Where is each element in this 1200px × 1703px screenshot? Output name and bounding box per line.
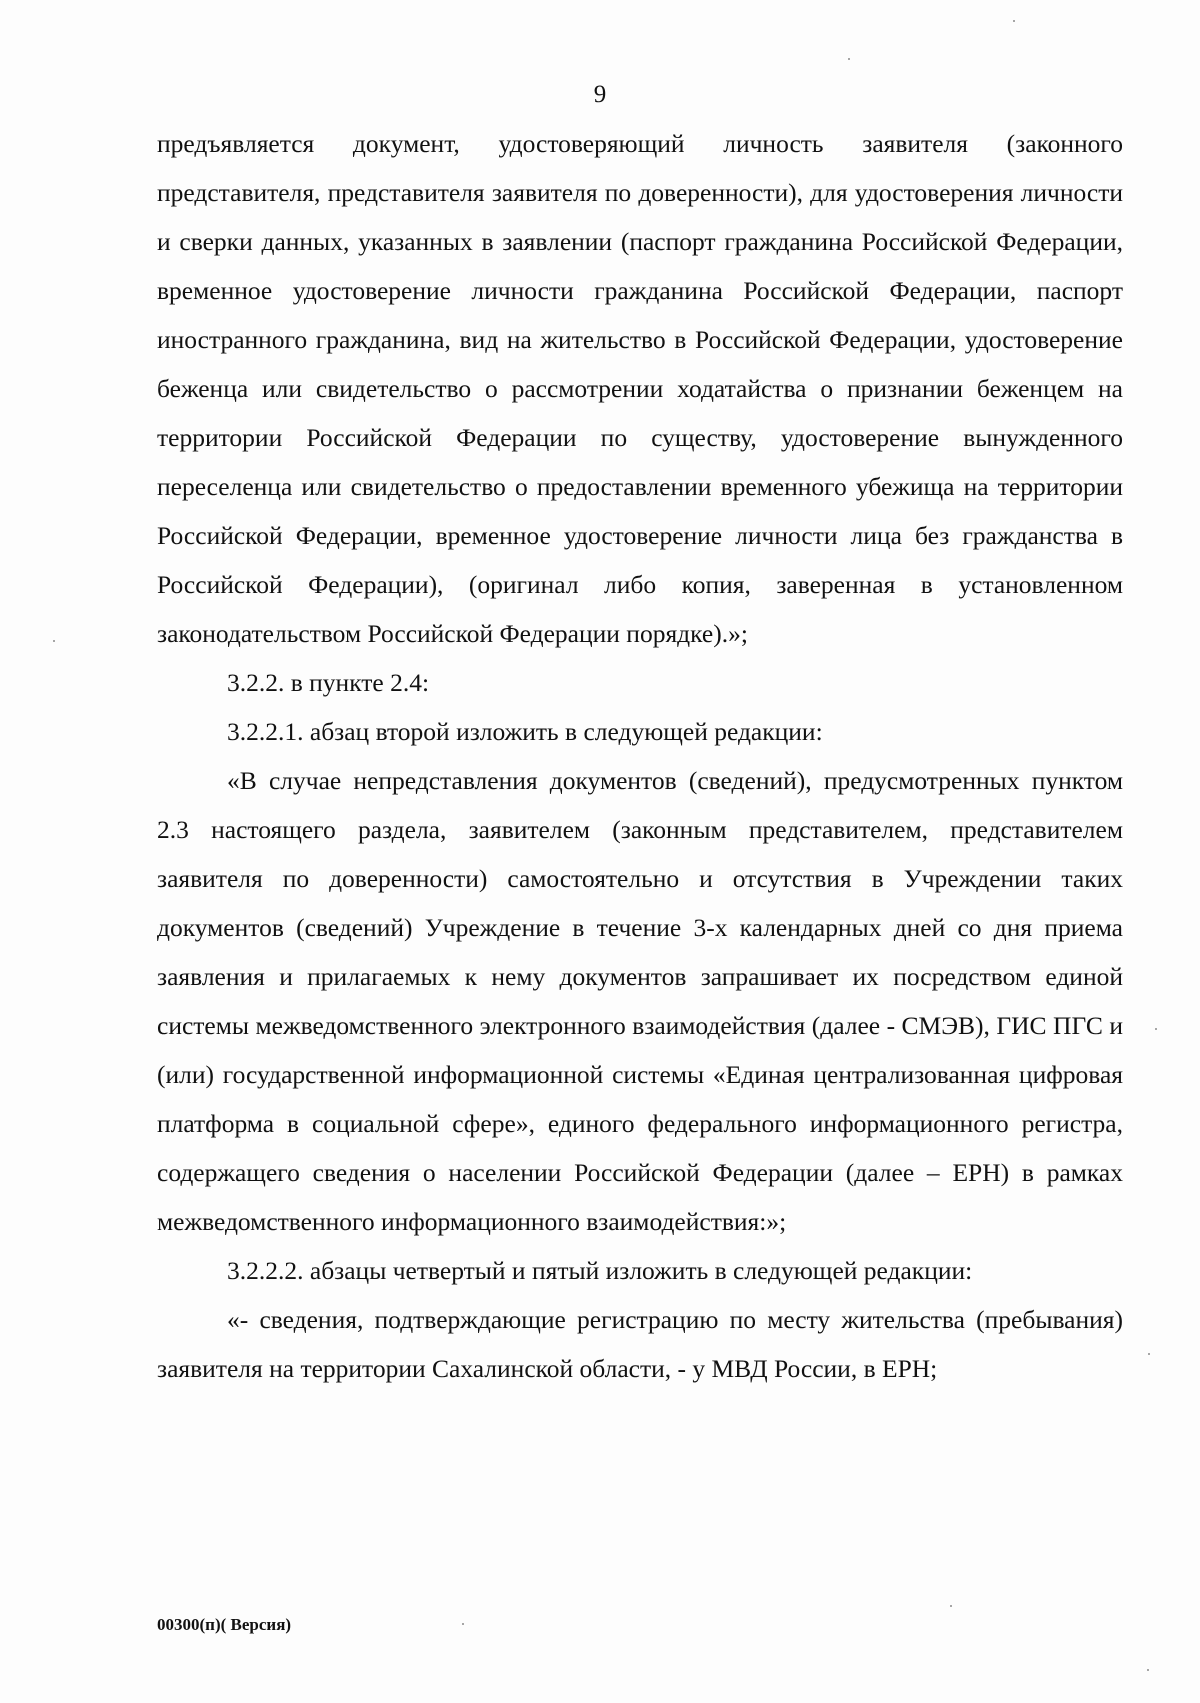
scan-speck	[1155, 1028, 1157, 1030]
scan-speck	[1013, 20, 1015, 22]
scan-speck	[462, 1623, 464, 1625]
scan-speck	[53, 640, 55, 642]
scan-speck	[1148, 1353, 1150, 1355]
paragraph-clause-3-2-2-2: 3.2.2.2. абзацы четвертый и пятый изложить в следующей редакции:	[227, 1256, 973, 1285]
scan-speck	[950, 1605, 952, 1607]
paragraph-registration-info: «- сведения, подтверждающие регистрацию по месту жительства (пребывания) заявителя на территории Сахалинской области, - у МВД России, в ЕРН;	[157, 1305, 1123, 1383]
page-number: 9	[593, 81, 607, 108]
scan-speck	[848, 58, 850, 60]
paragraph-id-document-continuation: предъявляется документ, удостоверяющий личность заявителя (законного представителя, представителя заявителя по доверенности), для удостоверения личности и сверки данных, указанных в заявлении (паспорт гражданина Российской Федерации, временное удостоверение личности гражданина Российской Федерации, паспорт иностранного гражданина, вид на жительство в Российской Федерации, удостоверение беженца или свидетельство о рассмотрении ходатайства о признании беженцем на территории Российской Федерации по существу, удостоверение вынужденного переселенца или свидетельство о предоставлении временного убежища на территории Российской Федерации, временное удостоверение личности лица без гражданства в Российской Федерации), (оригинал либо копия, заверенная в установленном законодательством Российской Федерации порядке).»;	[157, 129, 1123, 648]
paragraph-new-wording-requests: «В случае непредставления документов (сведений), предусмотренных пунктом 2.3 настоящего раздела, заявителем (законным представителем, представителем заявителя по доверенности) самостоятельно и отсутствия в Учреждении таких документов (сведений) Учреждение в течение 3-х календарных дней со дня приема заявления и прилагаемых к нему документов запрашивает их посредством единой системы межведомственного электронного взаимодействия (далее - СМЭВ), ГИС ПГС и (или) государственной информационной системы «Единая централизованная цифровая платформа в социальной сфере», единого федерального информационного регистра, содержащего сведения о населении Российской Федерации (далее – ЕРН) в рамках межведомственного информационного взаимодействия:»;	[157, 766, 1123, 1236]
paragraph-clause-3-2-2: 3.2.2. в пункте 2.4:	[227, 668, 430, 697]
scan-speck	[1147, 1669, 1149, 1671]
document-body	[157, 119, 1123, 1393]
document-footer-code: 00300(п)( Версия)	[157, 1615, 292, 1634]
paragraph-clause-3-2-2-1: 3.2.2.1. абзац второй изложить в следующей редакции:	[227, 717, 823, 746]
